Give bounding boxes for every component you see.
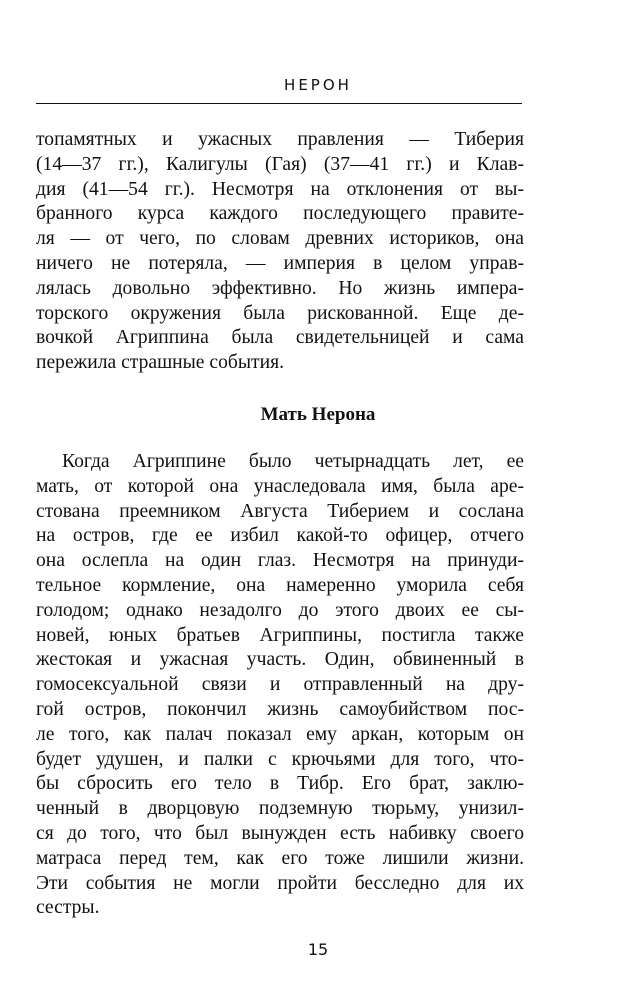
text-line: дия (41—54 гг.). Несмотря на отклонения от вы- [36, 178, 524, 200]
text-line: Когда Агриппине было четырнадцать лет, ее [62, 451, 524, 472]
text-line: бранного курса каждого последующего правите- [36, 203, 524, 225]
text-line: ничего не потеряла, — империя в целом управ- [36, 252, 524, 274]
text-line: Эти события не могли пройти бесследно для их [36, 872, 524, 894]
text-line: гомосексуальной связи и отправленный на дру- [36, 674, 524, 696]
paragraph-continued [36, 128, 524, 376]
section-heading: Мать Нерона [260, 404, 376, 425]
page-number: 15 [307, 940, 329, 959]
header-rule [36, 103, 522, 104]
running-head: НЕРОН [284, 76, 352, 94]
text-line: (14—37 гг.), Калигулы (Гая) (37—41 гг.) и Клав- [36, 153, 524, 175]
text-line: топамятных и ужасных правления — Тиберия [36, 129, 524, 150]
text-line: пережила страшные события. [36, 352, 284, 374]
text-line: ся до того, что был вынужден есть набивку своего [36, 822, 524, 844]
text-line: сестры. [36, 897, 100, 919]
text-line: вочкой Агриппина была свидетельницей и сама [36, 327, 524, 349]
text-line: стована преемником Августа Тиберием и сослана [36, 500, 524, 522]
text-line: новей, юных братьев Агриппины, постигла также [36, 624, 524, 646]
text-line: мать, от которой она унаследовала имя, была аре- [36, 475, 524, 497]
text-line: ля — от чего, по словам древних историков, она [36, 228, 524, 250]
text-line: тельное кормление, она намеренно уморила себя [36, 574, 524, 596]
text-line: на остров, где ее избил какой-то офицер, отчего [36, 525, 524, 547]
text-line: лялась довольно эффективно. Но жизнь импера- [36, 277, 524, 299]
text-line: ле того, как палач показал ему аркан, которым он [36, 723, 524, 745]
text-line: гой остров, покончил жизнь самоубийством пос- [36, 698, 524, 720]
text-line: матраса перед тем, как его тоже лишили жизни. [36, 847, 524, 869]
text-line: бы сбросить его тело в Тибр. Его брат, заклю- [36, 773, 524, 795]
text-line: ченный в дворцовую подземную тюрьму, унизил- [36, 798, 524, 820]
text-line: голодом; однако незадолго до этого двоих ее сы- [36, 599, 524, 621]
text-line: будет удушен, и палки с крючьями для того, что- [36, 748, 524, 770]
paragraph-main [36, 450, 524, 921]
text-line: жестокая и ужасная участь. Один, обвиненный в [36, 649, 524, 671]
text-line: она ослепла на один глаз. Несмотря на принуди- [36, 550, 524, 572]
text-line: торского окружения была рискованной. Еще де- [36, 302, 524, 324]
